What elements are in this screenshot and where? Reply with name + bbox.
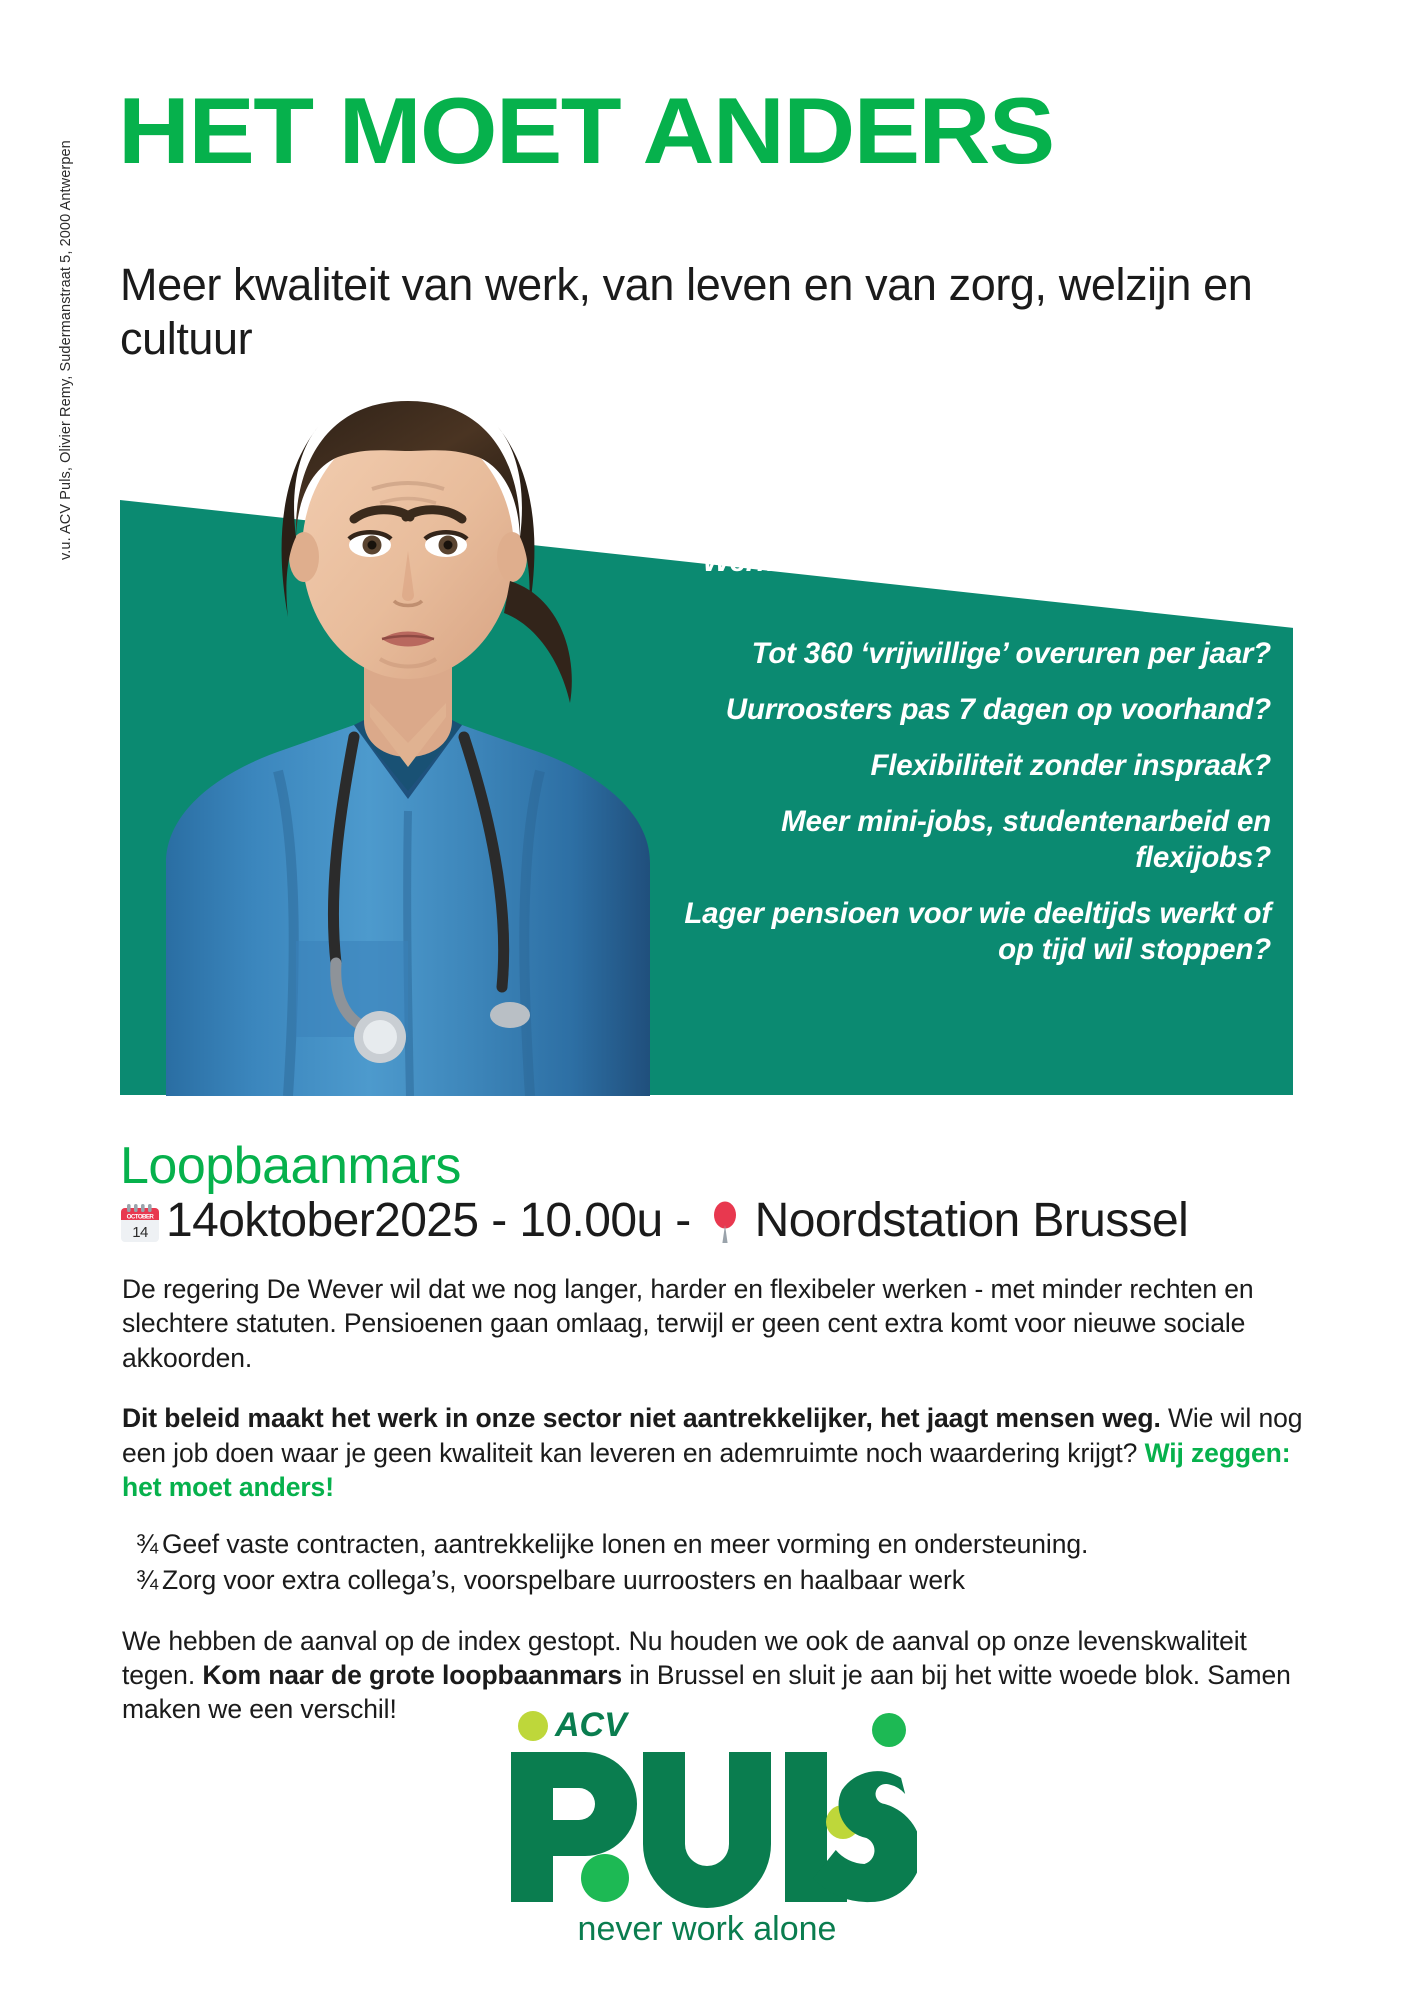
- puls-top-dot-icon: [872, 1713, 906, 1747]
- question-item: Flexibiliteit zonder inspraak?: [870, 748, 1271, 782]
- bullet-marker-icon: ¾: [136, 1528, 159, 1559]
- paragraph-intro: De regering De Wever wil dat we nog langer, harder en flexibeler werken - met minder rechten en slechtere statuten. Pensioenen gaan omlaag, terwijl er geen cent extra komt voor nieuwe sociale akkoorden.: [122, 1274, 1254, 1373]
- question-item: Uurroosters pas 7 dagen op voorhand?: [725, 692, 1271, 726]
- acv-puls-logo: [0, 1700, 1414, 1960]
- list-item-label: Zorg voor extra collega’s, voorspelbare uurroosters en haalbaar werk: [162, 1565, 965, 1596]
- page-title: HET MOET ANDERS: [118, 78, 1054, 183]
- list-item: [136, 1527, 1306, 1561]
- list-item-label: Geef vaste contracten, aantrekkelijke lonen en meer vorming en ondersteuning.: [162, 1528, 1089, 1559]
- logo-tagline: never work alone: [577, 1910, 837, 1948]
- question-item: Werken tot 50 uur per week en 12 uur per dag?: [702, 545, 1271, 614]
- location-pin-icon: [711, 1201, 739, 1245]
- svg-text:14: 14: [132, 1224, 148, 1242]
- svg-text:ACV: ACV: [555, 1706, 627, 1744]
- nurse-photo: [158, 251, 658, 1096]
- cta-bold: Kom naar de grote loopbaanmars: [202, 1659, 622, 1690]
- paragraph-claim: [122, 1401, 1306, 1504]
- claim-highlight: Wij zeggen: het moet anders!: [122, 1437, 1291, 1503]
- demands-list: [122, 1527, 1306, 1598]
- question-item: Tot 360 ‘vrijwillige’ overuren per jaar?: [751, 636, 1271, 670]
- hero-media-band: [120, 500, 1293, 1095]
- cta-lead: We hebben de aanval op de index gestopt. Nu houden we ook de aanval op onze levenskwaliteit tegen.: [122, 1625, 1247, 1690]
- page-subtitle: Meer kwaliteit van werk, van leven en van zorg, welzijn en cultuur: [120, 259, 1253, 364]
- questions-list: [651, 544, 1271, 968]
- puls-dot-icon: [581, 1854, 629, 1902]
- calendar-icon: [118, 1201, 162, 1245]
- bullet-marker-icon: ¾: [136, 1565, 159, 1596]
- event-details: [118, 1195, 1188, 1248]
- cta-tail: in Brussel en sluit je aan bij het witte woede blok. Samen maken we een verschil!: [122, 1659, 1291, 1725]
- question-item: Lager pensioen voor wie deeltijds werkt of op tijd wil stoppen?: [684, 896, 1271, 966]
- body-copy: [122, 1272, 1306, 1753]
- acv-dot-icon: [518, 1711, 548, 1741]
- publisher-credit: v.u. ACV Puls, Olivier Remy, Sudermanstraat 5, 2000 Antwerpen: [58, 140, 74, 560]
- event-title: Loopbaanmars: [120, 1137, 461, 1195]
- svg-text:OCTOBER: OCTOBER: [126, 1213, 154, 1221]
- event-date-time: 14oktober2025 - 10.00u -: [166, 1194, 691, 1247]
- claim-rest: Wie wil nog een job doen waar je geen kwaliteit kan leveren en ademruimte noch waardering krijgt?: [122, 1403, 1303, 1468]
- question-item: Meer mini-jobs, studentenarbeid en flexijobs?: [781, 804, 1271, 874]
- list-item: [136, 1563, 1306, 1597]
- claim-bold-lead: Dit beleid maakt het werk in onze sector niet aantrekkelijker, het jaagt mensen weg.: [122, 1403, 1161, 1434]
- event-location: Noordstation Brussel: [754, 1194, 1189, 1247]
